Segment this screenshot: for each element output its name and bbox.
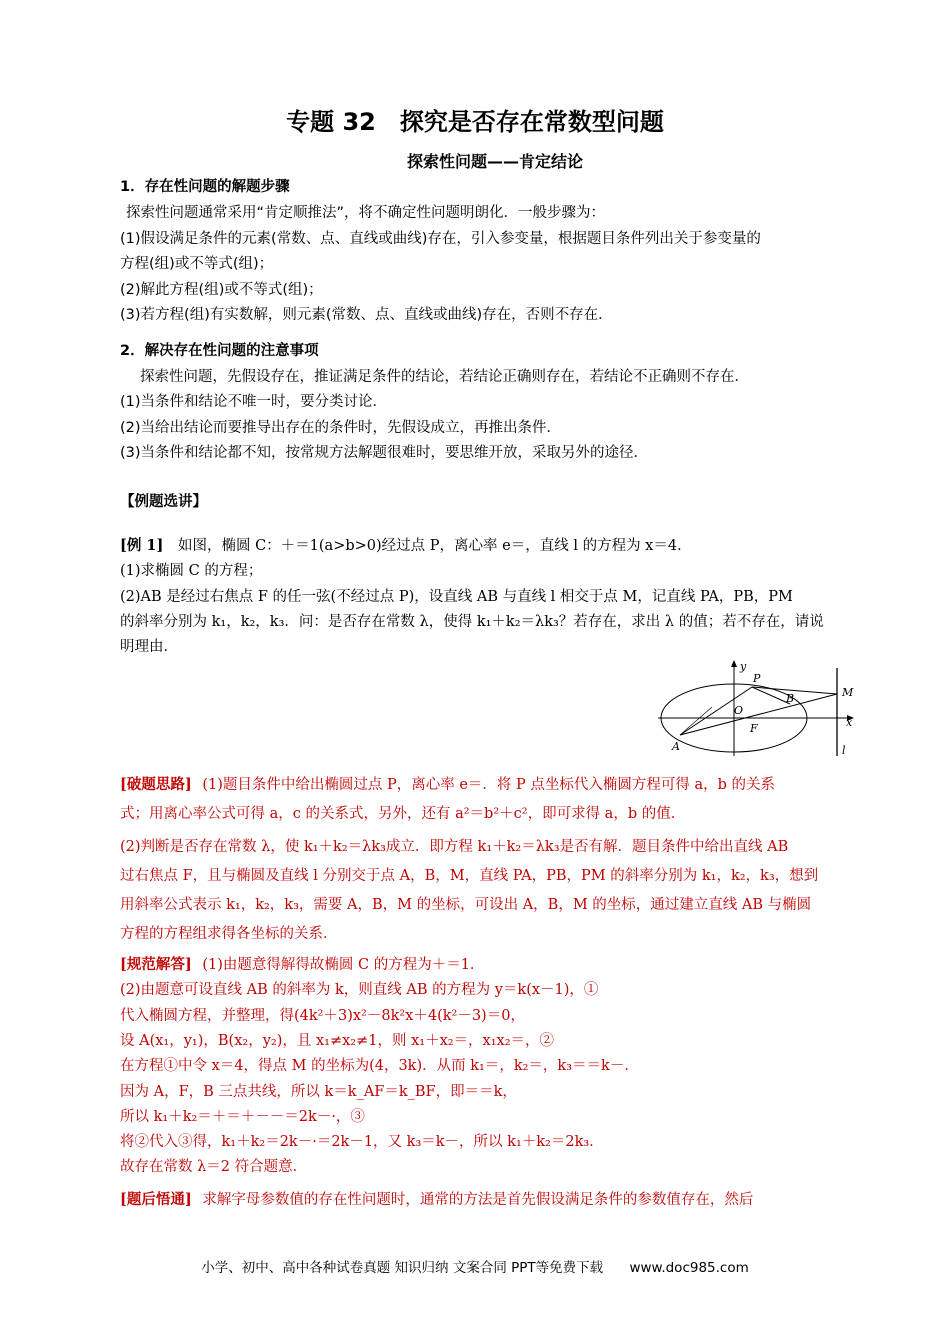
example-label: [例 1] <box>120 537 164 554</box>
section2-item2: (2)当给出结论而要推导出存在的条件时，先假设成立，再推出条件． <box>120 420 562 436</box>
reflection-line <box>120 1190 753 1210</box>
solution-s1-line <box>120 955 484 975</box>
solution-s7: 所以 k₁＋k₂＝＋＝＋－－＝2k－·，③ <box>120 1109 365 1125</box>
label-l: l <box>842 744 846 757</box>
label-f: F <box>750 722 758 735</box>
analysis-p2c: 用斜率公式表示 k₁，k₂，k₃，需要 A，B，M 的坐标，可设出 A，B，M 的坐标，通过建立直线 AB 与椭圆 <box>120 897 812 913</box>
ellipse-figure <box>652 654 867 759</box>
solution-s2: (2)由题意可设直线 AB 的斜率为 k，则直线 AB 的方程为 y＝k(x－1)，① <box>120 982 599 998</box>
footer-text: 小学、初中、高中各种试卷真题 知识归纳 文案合同 PPT等免费下载 <box>201 1260 604 1276</box>
section1-step3: (3)若方程(组)有实数解，则元素(常数、点、直线或曲线)存在，否则不存在． <box>120 307 613 323</box>
analysis-p2b: 过右焦点 F，且与椭圆及直线 l 分别交于点 A，B，M，直线 PA，PB，PM 的斜率分别为 k₁，k₂，k₃，想到 <box>120 868 819 884</box>
analysis-p1b: 式；用离心率公式可得 a，c 的关系式，另外，还有 a²＝b²＋c²，即可求得 a，b 的值． <box>120 806 686 822</box>
example-question1: (1)求椭圆 C 的方程； <box>120 563 263 579</box>
label-p: P <box>753 672 761 685</box>
label-o: O <box>734 704 744 717</box>
footer-url[interactable]: www.doc985.com <box>629 1260 749 1276</box>
label-x: x <box>846 716 853 729</box>
page-title: 专题 32 探究是否存在常数型问题 <box>286 108 664 136</box>
page-footer <box>0 1256 950 1276</box>
solution-s1: (1)由题意得解得故椭圆 C 的方程为＋＝1． <box>202 957 485 973</box>
analysis-label: [破题思路] <box>120 776 192 793</box>
example-question2c: 明理由． <box>120 639 178 655</box>
analysis-p1a: (1)题目条件中给出椭圆过点 P，离心率 e＝．将 P 点坐标代入椭圆方程可得 a，b 的关系 <box>202 777 776 793</box>
example-stem: 如图，椭圆 C：＋＝1(a>b>0)经过点 P，离心率 e＝，直线 l 的方程为 x＝4． <box>177 538 692 554</box>
section2-item3: (3)当条件和结论都不知，按常规方法解题很难时，要思维开放，采取另外的途径． <box>120 445 649 461</box>
solution-s8: 将②代入③得，k₁＋k₂＝2k－·＝2k－1，又 k₃＝k－，所以 k₁＋k₂＝2k₃． <box>120 1134 604 1150</box>
section2-item1: (1)当条件和结论不唯一时，要分类讨论． <box>120 394 388 410</box>
solution-s4: 设 A(x₁，y₁)，B(x₂，y₂)，且 x₁≠x₂≠1，则 x₁＋x₂＝，x₁x₂＝，② <box>120 1033 555 1049</box>
label-a: A <box>672 740 680 753</box>
solution-s6: 因为 A，F，B 三点共线，所以 k＝k_AF＝k_BF，即＝＝k， <box>120 1084 517 1100</box>
section1-heading: 1．存在性问题的解题步骤 <box>120 179 290 195</box>
label-y: y <box>740 660 747 673</box>
example-question2a: (2)AB 是经过右焦点 F 的任一弦(不经过点 P)，设直线 AB 与直线 l 相交于点 M，记直线 PA，PB，PM <box>120 589 793 605</box>
section2-intro: 探索性问题，先假设存在，推证满足条件的结论，若结论正确则存在，若结论不正确则不存在． <box>140 369 749 385</box>
examples-heading: 【例题选讲】 <box>120 494 207 510</box>
label-m: M <box>842 686 854 699</box>
reflection-text: 求解字母参数值的存在性问题时，通常的方法是首先假设满足条件的参数值存在，然后 <box>202 1192 754 1208</box>
analysis-p2a: (2)判断是否存在常数 λ，使 k₁＋k₂＝λk₃成立．即方程 k₁＋k₂＝λk₃是否有解．题目条件中给出直线 AB <box>120 839 789 855</box>
section1-step1b: 方程(组)或不等式(组)； <box>120 256 274 272</box>
example-question2b: 的斜率分别为 k₁，k₂，k₃．问：是否存在常数 λ，使得 k₁＋k₂＝λk₃？若存在，求出 λ 的值；若不存在，请说 <box>120 614 824 630</box>
section1-intro: 探索性问题通常采用“肯定顺推法”，将不确定性问题明朗化．一般步骤为： <box>126 205 606 221</box>
analysis-p1a-line <box>120 775 775 795</box>
reflection-label: [题后悟通] <box>120 1191 192 1208</box>
section2-heading: 2．解决存在性问题的注意事项 <box>120 343 319 359</box>
section-subtitle: 探索性问题——肯定结论 <box>406 152 583 171</box>
solution-s3: 代入椭圆方程，并整理，得(4k²＋3)x²－8k²x＋4(k²－3)＝0， <box>120 1008 525 1024</box>
example-stem-line <box>120 536 692 556</box>
label-b: B <box>786 692 795 705</box>
solution-s5: 在方程①中令 x＝4，得点 M 的坐标为(4，3k)．从而 k₁＝，k₂＝，k₃＝＝k－． <box>120 1058 639 1074</box>
solution-label: [规范解答] <box>120 956 192 973</box>
y-axis-arrow <box>731 660 737 667</box>
section1-step2: (2)解此方程(组)或不等式(组)； <box>120 282 323 298</box>
analysis-p2d: 方程的方程组求得各坐标的关系． <box>120 926 338 942</box>
section1-step1a: (1)假设满足条件的元素(常数、点、直线或曲线)存在，引入参变量，根据题目条件列出关于参变量的 <box>120 231 761 247</box>
solution-s9: 故存在常数 λ＝2 符合题意． <box>120 1159 308 1175</box>
